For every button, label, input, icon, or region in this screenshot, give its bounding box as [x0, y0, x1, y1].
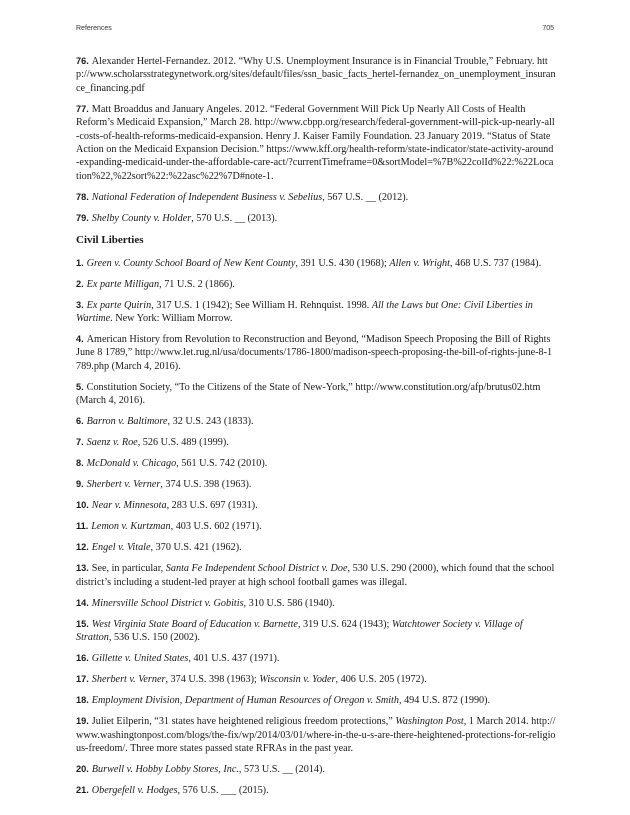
note-number: 9.: [76, 479, 84, 490]
note-entry: [76, 784, 556, 797]
note-entry: [76, 520, 556, 533]
note-italic-title: Ex parte Milligan: [86, 278, 160, 290]
note-number: 17.: [76, 674, 89, 685]
note-italic-title: Washington Post: [395, 716, 464, 728]
note-text: . Three more states passed state RFRAs in the past year.: [125, 742, 354, 754]
note-text: , 576 U.S. ___ (2015).: [177, 784, 269, 796]
note-entry: [76, 212, 556, 225]
note-entry: [76, 763, 556, 776]
note-number: 19.: [76, 716, 89, 727]
note-number: 15.: [76, 618, 89, 629]
note-text: , 468 U.S. 737 (1984).: [450, 257, 542, 269]
section-heading: Civil Liberties: [76, 234, 144, 247]
note-entry: [76, 694, 556, 707]
note-number: 3.: [76, 299, 84, 310]
note-entry: [76, 55, 556, 95]
note-italic-title: Obergefell v. Hodges: [91, 784, 178, 796]
page-number: 705: [542, 25, 554, 32]
note-text: (March 4, 2016).: [76, 395, 146, 407]
note-italic-title: Sherbert v. Verner: [91, 674, 166, 686]
note-number: 5.: [76, 381, 84, 392]
note-entry: [76, 415, 556, 428]
note-number: 13.: [76, 563, 89, 574]
note-text: Alexander Hertel-Fernandez. 2012. “Why U.S. Unemployment Insurance is in Financial Trouble,” February.: [91, 56, 537, 67]
note-url[interactable]: https://www.kff.org/health-reform/state-indicator/state-activity-around-expanding-medicaid-under-the-affordable-care-act/?currentTimeframe=0&sortModel=%7B%22colId%22:%22Location%22,%22sort%22:%22asc%22%7D#note-1: [76, 144, 554, 182]
note-number: 79.: [76, 212, 89, 223]
note-text: , 567 U.S. __ (2012).: [322, 191, 409, 203]
notes-list-continued: [76, 55, 556, 225]
note-italic-title: Santa Fe Independent School District v. Doe: [165, 563, 348, 575]
note-entry: [76, 562, 556, 589]
note-text: , 573 U.S. __ (2014).: [238, 763, 325, 775]
note-url[interactable]: http://www.scholarsstrategynetwork.org/sites/default/files/ssn_basic_facts_hertel-fernandez_on_unemployment_insurance_financing.pdf: [76, 56, 556, 94]
note-italic-title: Near v. Minnesota: [91, 500, 167, 512]
note-italic-title: Ex parte Quirin: [86, 299, 152, 311]
note-italic-title: Lemon v. Kurtzman: [91, 521, 171, 533]
note-entry: [76, 478, 556, 491]
note-url[interactable]: http://www.cbpp.org/research/federal-government-will-pick-up-nearly-all-costs-of-health-reforms-medicaid-expansion: [76, 117, 555, 142]
note-entry: [76, 457, 556, 470]
note-italic-title: McDonald v. Chicago: [86, 458, 177, 470]
note-entry: [76, 541, 556, 554]
note-text: Juliet Eilperin, “31 states have heightened religious freedom protections,”: [91, 716, 396, 728]
note-text: , 71 U.S. 2 (1866).: [159, 278, 235, 290]
note-text: , 401 U.S. 437 (1971).: [188, 653, 280, 665]
note-italic-title: Gillette v. United States: [91, 653, 189, 665]
note-text: , 536 U.S. 150 (2002).: [108, 632, 200, 644]
note-url[interactable]: http://www.constitution.org/afp/brutus02.htm: [355, 381, 541, 393]
note-text: , 494 U.S. 872 (1990).: [398, 695, 491, 707]
note-text: , 370 U.S. 421 (1962).: [150, 542, 242, 554]
note-text: , 391 U.S. 430 (1968);: [295, 257, 390, 269]
note-italic-title: Engel v. Vitale: [91, 542, 151, 554]
note-number: 12.: [76, 542, 89, 553]
note-italic-title: Sherbert v. Verner: [86, 479, 161, 491]
note-text: , 530 U.S. 290 (2000), which found that the school district’s including a student-led prayer at high school football games was illegal.: [76, 563, 555, 588]
note-italic-title: All the Laws but One: Civil Liberties in Wartime: [76, 299, 533, 325]
note-entry: [76, 436, 556, 449]
note-italic-title: West Virginia State Board of Education v. Barnette: [91, 618, 298, 630]
note-text: , 374 U.S. 398 (1963).: [160, 479, 252, 491]
note-text: , 310 U.S. 586 (1940).: [243, 597, 335, 609]
note-number: 8.: [76, 458, 84, 469]
note-number: 78.: [76, 191, 89, 202]
note-number: 18.: [76, 695, 89, 706]
note-number: 11.: [76, 521, 89, 532]
note-number: 10.: [76, 500, 89, 511]
note-url[interactable]: http://www.washingtonpost.com/blogs/the-fix/wp/2014/03/01/where-in-the-u-s-are-there-heightened-protections-for-religious-freedom/: [76, 716, 556, 754]
note-italic-title: Allen v. Wright: [389, 257, 450, 269]
note-entry: [76, 618, 556, 645]
note-url[interactable]: http://www.let.rug.nl/usa/documents/1786-1800/madison-speech-proposing-the-bill-of-rights-june-8-1789.php: [76, 347, 553, 372]
note-text: , 1 March 2014.: [463, 716, 532, 728]
note-text: . Henry J. Kaiser Family Foundation. 23 January 2019. “Status of State Action on the Medicaid Expansion Decision.”: [76, 130, 551, 156]
note-number: 7.: [76, 437, 84, 448]
note-text: .: [270, 170, 274, 182]
note-italic-title: Wisconsin v. Yoder: [259, 674, 336, 686]
note-italic-title: Green v. County School Board of New Kent County: [86, 257, 296, 269]
running-header: [76, 25, 554, 37]
note-italic-title: Burwell v. Hobby Lobby Stores, Inc.: [91, 763, 239, 775]
notes-list-civil-liberties: [76, 257, 556, 798]
note-entry: [76, 333, 556, 373]
note-number: 77.: [76, 103, 89, 114]
note-entry: [76, 499, 556, 512]
note-number: 1.: [76, 257, 84, 268]
note-entry: [76, 715, 556, 755]
note-italic-title: Saenz v. Roe: [86, 437, 138, 449]
note-number: 21.: [76, 784, 89, 795]
note-text: , 406 U.S. 205 (1972).: [335, 674, 427, 686]
note-italic-title: Minersville School District v. Gobitis: [91, 597, 244, 609]
note-entry: [76, 381, 556, 408]
references-content: [76, 55, 556, 805]
note-entry: [76, 257, 556, 270]
note-text: . New York: William Morrow.: [110, 313, 233, 325]
note-text: , 317 U.S. 1 (1942); See William H. Rehnquist. 1998.: [151, 299, 372, 311]
note-italic-title: Barron v. Baltimore: [86, 416, 168, 428]
note-number: 76.: [76, 56, 89, 66]
note-number: 16.: [76, 653, 89, 664]
note-number: 4.: [76, 334, 84, 345]
note-entry: [76, 673, 556, 686]
note-text: , 319 U.S. 624 (1943);: [297, 618, 392, 630]
note-text: Constitution Society, “To the Citizens of the State of New-York,”: [86, 381, 356, 393]
note-number: 2.: [76, 278, 84, 289]
note-entry: [76, 299, 556, 326]
note-italic-title: Shelby County v. Holder: [91, 212, 192, 224]
note-text: See, in particular,: [91, 563, 166, 575]
note-text: , 32 U.S. 243 (1833).: [167, 416, 254, 428]
note-text: , 403 U.S. 602 (1971).: [170, 521, 262, 533]
note-entry: [76, 652, 556, 665]
note-text: , 374 U.S. 398 (1963);: [165, 674, 260, 686]
note-entry: [76, 191, 556, 204]
note-text: Matt Broaddus and January Angeles. 2012. “Federal Government Will Pick Up Nearly All Costs of Health Reform’s Medicaid Expansion,” March 28.: [76, 103, 526, 129]
note-text: , 561 U.S. 742 (2010).: [176, 458, 268, 470]
note-entry: [76, 103, 556, 183]
running-header-title: References: [76, 25, 112, 32]
note-entry: [76, 597, 556, 610]
note-italic-title: National Federation of Independent Business v. Sebelius: [91, 191, 323, 203]
note-italic-title: Watchtower Society v. Village of Stratton: [76, 618, 523, 644]
note-text: (March 4, 2016).: [109, 360, 181, 372]
note-number: 14.: [76, 597, 89, 608]
note-text: American History from Revolution to Reconstruction and Beyond, “Madison Speech Proposing the Bill of Rights June 8 1789,”: [76, 334, 551, 359]
note-entry: [76, 278, 556, 291]
note-text: , 526 U.S. 489 (1999).: [137, 437, 229, 449]
note-number: 6.: [76, 416, 84, 427]
note-text: , 283 U.S. 697 (1931).: [166, 500, 258, 512]
note-number: 20.: [76, 763, 89, 774]
note-italic-title: Employment Division, Department of Human Resources of Oregon v. Smith: [91, 695, 399, 707]
note-text: , 570 U.S. __ (2013).: [191, 212, 278, 224]
